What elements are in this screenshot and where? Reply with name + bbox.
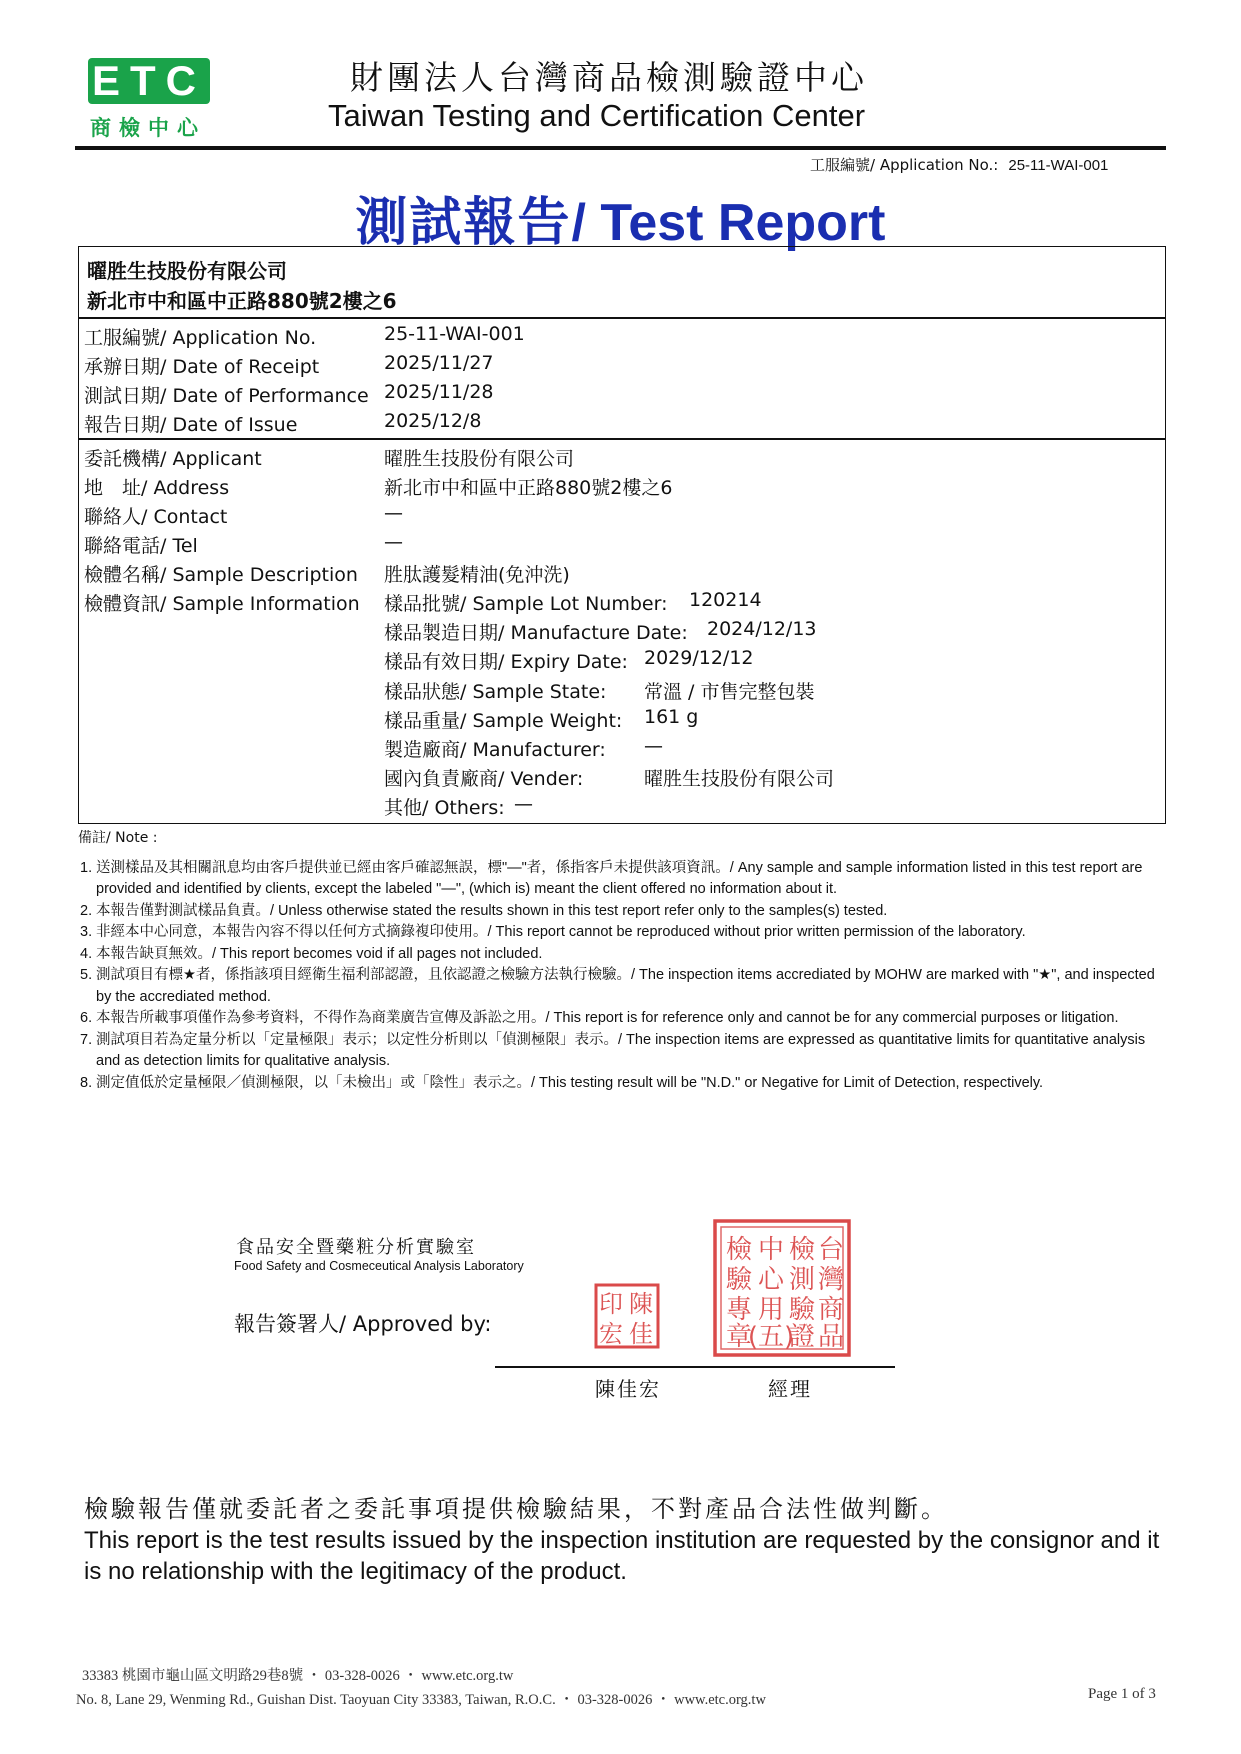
svg-text:商: 商	[817, 1295, 845, 1325]
applicant-row-label: 檢體資訊/ Sample Information	[84, 593, 360, 615]
sample-info-label: 樣品批號/ Sample Lot Number:	[384, 593, 668, 615]
notes-section	[78, 828, 1168, 1094]
header-application-no	[810, 154, 1108, 175]
sample-info-label: 其他/ Others:	[384, 797, 505, 820]
sample-info-value: 120214	[689, 589, 762, 611]
svg-text:中: 中	[757, 1235, 785, 1265]
personal-seal-stamp	[593, 1282, 661, 1350]
signer-name: 陳佳宏	[595, 1377, 661, 1401]
note-text: 送測樣品及其相關訊息均由客戶提供並已經由客戶確認無誤，標"—"者，係指客戶未提供該項資訊。/ Any sample and sample information listed in this test report are provided and identified by clients, except the labeled "—", (which is) meant the client offered no information about it.	[96, 859, 1143, 897]
sample-info-value: 161 g	[644, 705, 699, 728]
client-address: 新北市中和區中正路880號2樓之6	[87, 289, 397, 313]
applicant-row-label: 聯絡人/ Contact	[84, 506, 228, 528]
note-item	[78, 1073, 1168, 1095]
signature-line	[495, 1366, 895, 1368]
svg-text:佳: 佳	[629, 1320, 653, 1348]
note-item	[78, 944, 1168, 966]
disclaimer-zh: 檢驗報告僅就委託者之委託事項提供檢驗結果，不對產品合法性做判斷。	[84, 1495, 948, 1523]
note-text: 測試項目有標★者，係指該項目經衛生福利部認證，且依認證之檢驗方法執行檢驗。/ The inspection items accrediated by MOHW are marked with "★", and inspected by the accrediated method.	[96, 967, 1155, 1005]
note-item	[78, 1030, 1168, 1073]
svg-text:章: 章	[725, 1322, 753, 1352]
sample-info-label: 樣品重量/ Sample Weight:	[384, 709, 623, 732]
svg-text:驗: 驗	[725, 1265, 753, 1295]
application-no-value: 25-11-WAI-001	[1008, 157, 1109, 174]
note-text: 本報告僅對測試樣品負責。/ Unless otherwise stated the results shown in this test report refer only to the samples(s) tested.	[96, 902, 888, 919]
applicant-row-label: 委託機構/ Applicant	[84, 448, 262, 470]
date-row-label: 報告日期/ Date of Issue	[84, 414, 298, 436]
svg-text:驗: 驗	[788, 1295, 816, 1325]
sample-info-label: 樣品有效日期/ Expiry Date:	[384, 651, 628, 674]
note-number: 2.	[80, 902, 93, 919]
org-name-en: Taiwan Testing and Certification Center	[328, 98, 866, 133]
svg-text:(五): (五)	[747, 1322, 795, 1352]
title-en: / Test Report	[571, 194, 886, 252]
note-text: 本報告缺頁無效。/ This report becomes void if all pages not included.	[96, 945, 543, 962]
svg-text:陳: 陳	[629, 1290, 653, 1318]
note-item	[78, 922, 1168, 944]
date-row-label: 承辦日期/ Date of Receipt	[84, 356, 320, 378]
svg-text:心: 心	[757, 1265, 785, 1295]
official-seal-stamp	[712, 1218, 852, 1358]
note-item	[78, 901, 1168, 923]
date-row-value: 2025/12/8	[384, 410, 482, 432]
svg-text:宏: 宏	[599, 1320, 623, 1348]
date-row-label: 工服編號/ Application No.	[84, 327, 317, 349]
note-number: 5.	[80, 967, 93, 983]
svg-text:檢: 檢	[725, 1235, 753, 1265]
svg-text:測: 測	[788, 1265, 816, 1295]
title-zh: 測試報告	[355, 193, 572, 253]
svg-text:用: 用	[757, 1295, 785, 1325]
sample-info-value: 曜胜生技股份有限公司	[644, 768, 835, 791]
applicant-row-value: —	[384, 502, 403, 524]
disclaimer-en: This report is the test results issued by the inspection institution are requested by the consignor and it is no relationship with the legitimacy of the product.	[84, 1527, 1160, 1585]
note-text: 測定值低於定量極限／偵測極限，以「未檢出」或「陰性」表示之。/ This testing result will be "N.D." or Negative for Limit of Detection, respectively.	[96, 1074, 1044, 1091]
application-no-label: 工服編號/ Application No.:	[810, 156, 999, 174]
applicant-row-label: 地 址/ Address	[84, 477, 230, 499]
svg-text:印: 印	[599, 1290, 623, 1318]
note-number: 6.	[80, 1010, 93, 1026]
sample-info-value: 2024/12/13	[707, 618, 817, 641]
note-number: 3.	[80, 924, 93, 940]
note-item	[78, 965, 1168, 1008]
header-rule	[75, 146, 1166, 150]
sample-info-label: 製造廠商/ Manufacturer:	[384, 739, 606, 761]
client-name: 曜胜生技股份有限公司	[87, 259, 287, 283]
footer-address-en: No. 8, Lane 29, Wenming Rd., Guishan Dist. Taoyuan City 33383, Taiwan, R.O.C. ・ 03-328-0026 ・ www.etc.org.tw	[76, 1692, 766, 1708]
box-divider	[79, 317, 1165, 319]
applicant-row-value: 胜肽護髮精油(免沖洗)	[384, 564, 570, 586]
sample-info-label: 國內負責廠商/ Vender:	[384, 768, 584, 791]
sample-info-value: 常溫 / 市售完整包裝	[644, 680, 815, 703]
sample-info-label: 樣品製造日期/ Manufacture Date:	[384, 622, 688, 645]
report-info-box	[78, 246, 1166, 824]
note-text: 測試項目若為定量分析以「定量極限」表示；以定性分析則以「偵測極限」表示。/ The inspection items are expressed as quantitative limits for quantitative analysis and as detection limits for qualitative analysis.	[96, 1031, 1146, 1069]
note-number: 8.	[80, 1074, 93, 1091]
sample-info-value: 2029/12/12	[644, 647, 754, 670]
box-divider	[79, 438, 1165, 440]
note-item	[78, 1008, 1168, 1030]
signer-title: 經理	[768, 1377, 812, 1401]
logo-subtitle: 商檢中心	[90, 116, 206, 140]
svg-text:專: 專	[725, 1295, 753, 1325]
note-text: 非經本中心同意，本報告內容不得以任何方式摘錄複印使用。/ This report cannot be reproduced without prior written permission of the laboratory.	[96, 924, 1026, 940]
svg-text:台: 台	[817, 1235, 845, 1265]
sample-info-value: —	[514, 793, 533, 816]
lab-name-en: Food Safety and Cosmeceutical Analysis Laboratory	[234, 1259, 524, 1273]
page-title	[0, 180, 1241, 255]
applicant-row-value: 曜胜生技股份有限公司	[384, 448, 575, 470]
lab-name-zh: 食品安全暨藥粧分析實驗室	[236, 1237, 476, 1258]
applicant-row-label: 聯絡電話/ Tel	[84, 535, 198, 557]
date-row-value: 2025/11/28	[384, 381, 494, 403]
sample-info-label: 樣品狀態/ Sample State:	[384, 680, 607, 703]
etc-logo: ETC	[88, 58, 210, 104]
date-row-value: 2025/11/27	[384, 352, 494, 374]
note-number: 7.	[80, 1031, 93, 1048]
svg-text:品: 品	[817, 1322, 845, 1352]
notes-heading: 備註/ Note :	[78, 830, 158, 846]
applicant-row-value: —	[384, 531, 403, 553]
svg-text:灣: 灣	[817, 1265, 845, 1295]
date-row-label: 測試日期/ Date of Performance	[84, 385, 369, 407]
footer-address-zh: 33383 桃園市龜山區文明路29巷8號 ・ 03-328-0026 ・ www.etc.org.tw	[82, 1668, 514, 1684]
approved-by-label: 報告簽署人/ Approved by:	[234, 1312, 492, 1336]
applicant-row-label: 檢體名稱/ Sample Description	[84, 564, 358, 586]
date-row-value: 25-11-WAI-001	[384, 323, 525, 345]
svg-text:證: 證	[788, 1322, 816, 1352]
sample-info-value: —	[644, 735, 663, 757]
note-number: 4.	[80, 945, 93, 962]
svg-text:檢: 檢	[788, 1235, 816, 1265]
applicant-row-value: 新北市中和區中正路880號2樓之6	[384, 477, 673, 499]
note-text: 本報告所載事項僅作為參考資料，不得作為商業廣告宣傳及訴訟之用。/ This report is for reference only and cannot be for any commercial purposes or litigation.	[96, 1010, 1119, 1026]
org-name-zh: 財團法人台灣商品檢測驗證中心	[350, 58, 868, 97]
notes-list	[78, 858, 1168, 1095]
note-item	[78, 858, 1168, 901]
note-number: 1.	[80, 859, 93, 876]
page-number: Page 1 of 3	[1088, 1686, 1156, 1702]
